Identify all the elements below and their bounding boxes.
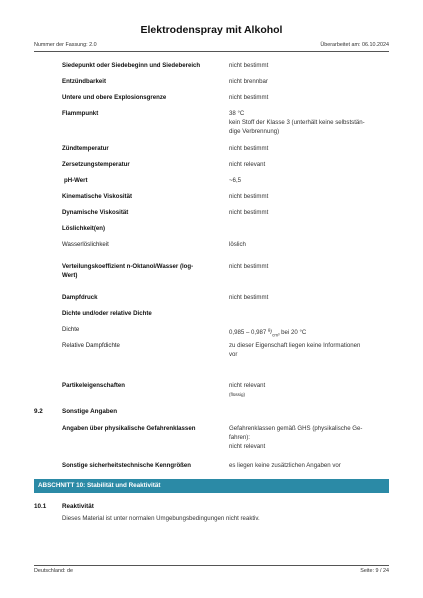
reactivity-text: Dieses Material ist unter normalen Umgebungsbedingungen nicht reaktiv.	[62, 515, 260, 522]
property-label: Siedepunkt oder Siedebeginn und Siedebereich	[62, 62, 201, 69]
property-label: Dampfdruck	[62, 294, 98, 301]
property-label: Entzündbarkeit	[62, 78, 107, 85]
property-value: nicht bestimmt	[229, 193, 269, 200]
section-title: Reaktivität	[62, 503, 94, 510]
property-value: 38 °C kein Stoff der Klasse 3 (unterhält keine selbststän- dige Verbrennung)	[229, 110, 365, 135]
revision-date: Überarbeitet am: 06.10.2024	[320, 42, 389, 48]
header-rule	[34, 51, 389, 52]
property-value: nicht bestimmt	[229, 209, 269, 216]
property-label: Untere und obere Explosionsgrenze	[62, 94, 167, 101]
property-value: 0,985 – 0,987 $^g/_{cm^3}$ bei 20 °C	[229, 327, 307, 338]
property-value: nicht relevant (flüssig)	[229, 382, 266, 397]
property-label: Zersetzungstemperatur	[62, 161, 130, 168]
property-label: Flammpunkt	[62, 110, 99, 117]
property-value: es liegen keine zusätzlichen Angaben vor	[229, 462, 341, 469]
section-banner: ABSCHNITT 10: Stabilität und Reaktivität	[34, 479, 389, 493]
page-number: Seite: 9 / 24	[360, 568, 389, 574]
property-label: pH-Wert	[64, 177, 88, 184]
property-label: Relative Dampfdichte	[62, 342, 120, 349]
section-title: Sonstige Angaben	[62, 408, 118, 415]
property-value: nicht bestimmt	[229, 62, 269, 69]
property-label: Partikeleigenschaften	[62, 382, 125, 389]
document-title: Elektrodenspray mit Alkohol	[140, 24, 283, 36]
property-label: Verteilungskoeffizient n-Oktanol/Wasser (log- Wert)	[62, 263, 194, 279]
property-label: Angaben über physikalische Gefahrenklassen	[62, 425, 196, 432]
footer-country: Deutschland: de	[34, 568, 73, 574]
property-label: Löslichkeit(en)	[62, 225, 106, 232]
property-label: Dichte	[62, 326, 80, 333]
property-label: Wasserlöslichkeit	[62, 241, 109, 248]
section-number: 9.2	[34, 408, 43, 415]
property-label: Dynamische Viskosität	[62, 209, 129, 216]
property-value: Gefahrenklassen gemäß GHS (physikalische Ge- fahren): nicht relevant	[229, 425, 363, 450]
section-number: 10.1	[34, 503, 47, 510]
property-value: nicht bestimmt	[229, 94, 269, 101]
property-label: Kinematische Viskosität	[62, 193, 132, 200]
property-label: Sonstige sicherheitstechnische Kenngrößen	[62, 462, 192, 469]
property-value: löslich	[229, 241, 246, 248]
property-value: nicht bestimmt	[229, 145, 269, 152]
property-value: nicht relevant	[229, 161, 266, 168]
property-value: ~6,5	[229, 177, 242, 184]
property-value: nicht bestimmt	[229, 263, 269, 270]
property-label: Dichte und/oder relative Dichte	[62, 310, 152, 317]
footer-rule	[34, 565, 389, 566]
property-value: zu dieser Eigenschaft liegen keine Informationen vor	[229, 342, 361, 358]
property-label: Zündtemperatur	[62, 145, 109, 152]
version-number: Nummer der Fassung: 2.0	[34, 42, 97, 48]
property-value: nicht bestimmt	[229, 294, 269, 301]
property-value: nicht brennbar	[229, 78, 268, 85]
